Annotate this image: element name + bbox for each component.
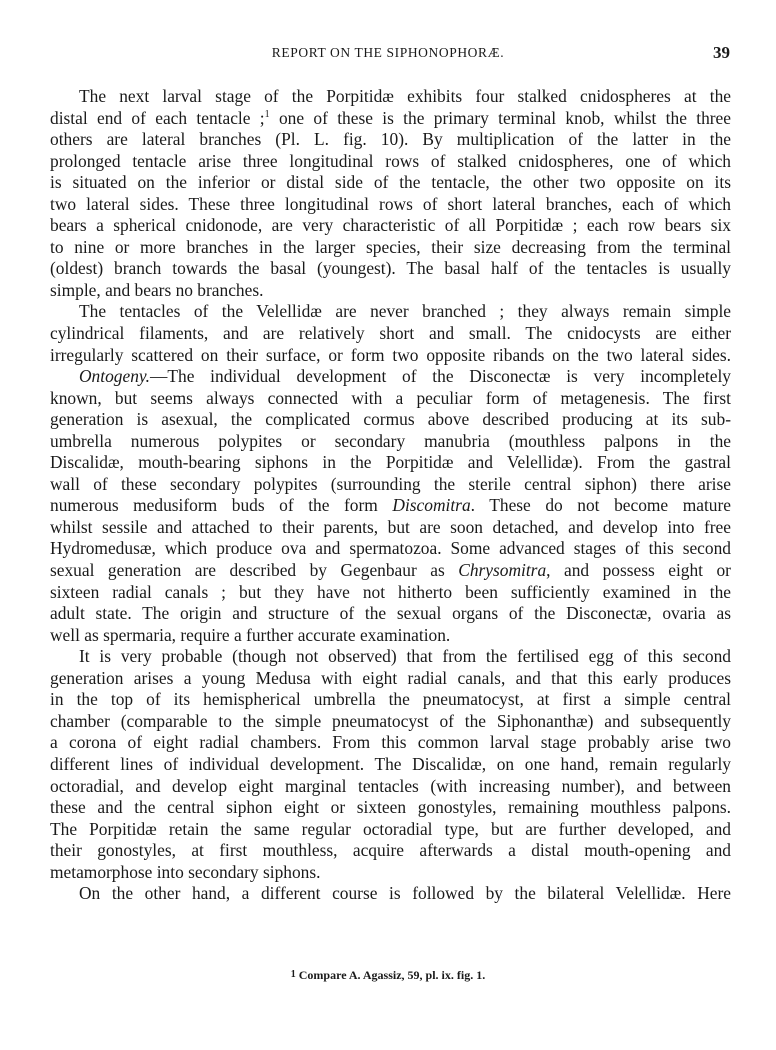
- footnote-number: 1: [290, 969, 296, 980]
- text-line: metamorphose into secondary siphons.: [50, 861, 321, 882]
- text-line: cylindrical filaments, and are relatively short and small. The cnidocysts are either: [50, 323, 731, 344]
- text-line: others are lateral branches (Pl. L. fig. 10). By multiplication of the latter in the: [50, 129, 731, 150]
- text-line: to nine or more branches in the larger species, their size decreasing from the terminal: [50, 236, 731, 257]
- footnote: [0, 968, 776, 983]
- text-line: Discalidæ, mouth-bearing siphons in the Porpitidæ and Velellidæ). From the gastral: [50, 452, 731, 473]
- text-line: wall of these secondary polypites (surrounding the sterile central siphon) there arise: [50, 473, 731, 494]
- page-header: [0, 43, 776, 65]
- footnote-text: Compare A. Agassiz, 59, pl. ix. fig. 1.: [298, 968, 486, 982]
- section-lead: Ontogeny.: [79, 366, 150, 387]
- text-line: chamber (comparable to the simple pneumatocyst of the Siphonanthæ) and subsequently: [50, 710, 731, 731]
- italic-term: Chrysomitra: [458, 560, 547, 581]
- text-line: these and the central siphon eight or sixteen gonostyles, remaining mouthless palpons.: [50, 797, 731, 818]
- text-line: is situated on the inferior or distal side of the tentacle, the other two opposite on its: [50, 172, 731, 193]
- body-text: [50, 86, 731, 905]
- text-line: Hydromedusæ, which produce ova and spermatozoa. Some advanced stages of this second: [50, 538, 731, 559]
- text-line: simple, and bears no branches.: [50, 279, 264, 300]
- paragraph: [50, 301, 731, 366]
- text-line: umbrella numerous polypites or secondary manubria (mouthless palpons in the: [50, 430, 731, 451]
- footnote-marker[interactable]: 1: [264, 108, 270, 120]
- text-line: a corona of eight radial chambers. From this common larval stage probably arise two: [50, 732, 731, 753]
- italic-term: Discomitra: [392, 495, 471, 516]
- text-line: well as spermaria, require a further accurate examination.: [50, 624, 451, 645]
- text-line: two lateral sides. These three longitudinal rows of short lateral branches, each of which: [50, 193, 731, 214]
- text-line: It is very probable (though not observed) that from the fertilised egg of this second: [79, 646, 731, 667]
- text-line: their gonostyles, at first mouthless, acquire afterwards a distal mouth-opening and: [50, 840, 731, 861]
- text-line: Ontogeny.—The individual development of the Disconectæ is very incompletely: [79, 366, 731, 387]
- text-line: octoradial, and develop eight marginal tentacles (with increasing number), and between: [50, 775, 731, 796]
- text-line: in the top of its hemispherical umbrella the pneumatocyst, at first a simple central: [50, 689, 731, 710]
- text-line: numerous medusiform buds of the form Discomitra. These do not become mature: [50, 495, 731, 516]
- text-line: The Porpitidæ retain the same regular octoradial type, but are further developed, and: [50, 818, 731, 839]
- text-line: prolonged tentacle arise three longitudinal rows of stalked cnidospheres, one of which: [50, 150, 731, 171]
- text-line: known, but seems always connected with a peculiar form of metagenesis. The first: [50, 387, 731, 408]
- text-line: sexual generation are described by Gegenbaur as Chrysomitra, and possess eight or: [50, 560, 731, 581]
- page-number: 39: [713, 43, 730, 62]
- text-line: The next larval stage of the Porpitidæ exhibits four stalked cnidospheres at the: [79, 86, 731, 106]
- text-line: On the other hand, a different course is followed by the bilateral Velellidæ. Here: [79, 883, 731, 904]
- paragraph-ontogeny: [50, 366, 731, 646]
- text-line: generation is asexual, the complicated cormus above described producing at its sub-: [50, 409, 731, 430]
- text-line: irregularly scattered on their surface, or form two opposite ribands on the two lateral sides.: [50, 344, 731, 365]
- paragraph: [50, 883, 731, 905]
- paragraph: [50, 86, 731, 301]
- text-line: sixteen radial canals ; but they have not hitherto been sufficiently examined in the: [50, 581, 731, 602]
- text-line: different lines of individual development. The Discalidæ, on one hand, remain regularly: [50, 753, 731, 774]
- text-line: (oldest) branch towards the basal (youngest). The basal half of the tentacles is usually: [50, 258, 731, 279]
- text-line: The tentacles of the Velellidæ are never branched ; they always remain simple: [79, 301, 731, 322]
- paragraph: [50, 646, 731, 883]
- running-title: REPORT ON THE SIPHONOPHORÆ.: [271, 45, 505, 60]
- text-line: distal end of each tentacle ;$^1$ one of these is the primary terminal knob, whilst the three: [50, 107, 731, 128]
- text-line: bears a spherical cnidonode, are very characteristic of all Porpitidæ ; each row bears six: [50, 215, 731, 236]
- text-line: adult state. The origin and structure of the sexual organs of the Disconectæ, ovaria as: [50, 603, 731, 624]
- text-line: whilst sessile and attached to their parents, but are soon detached, and develop into free: [50, 516, 731, 537]
- text-line: generation arises a young Medusa with eight radial canals, and that this early produces: [50, 667, 731, 688]
